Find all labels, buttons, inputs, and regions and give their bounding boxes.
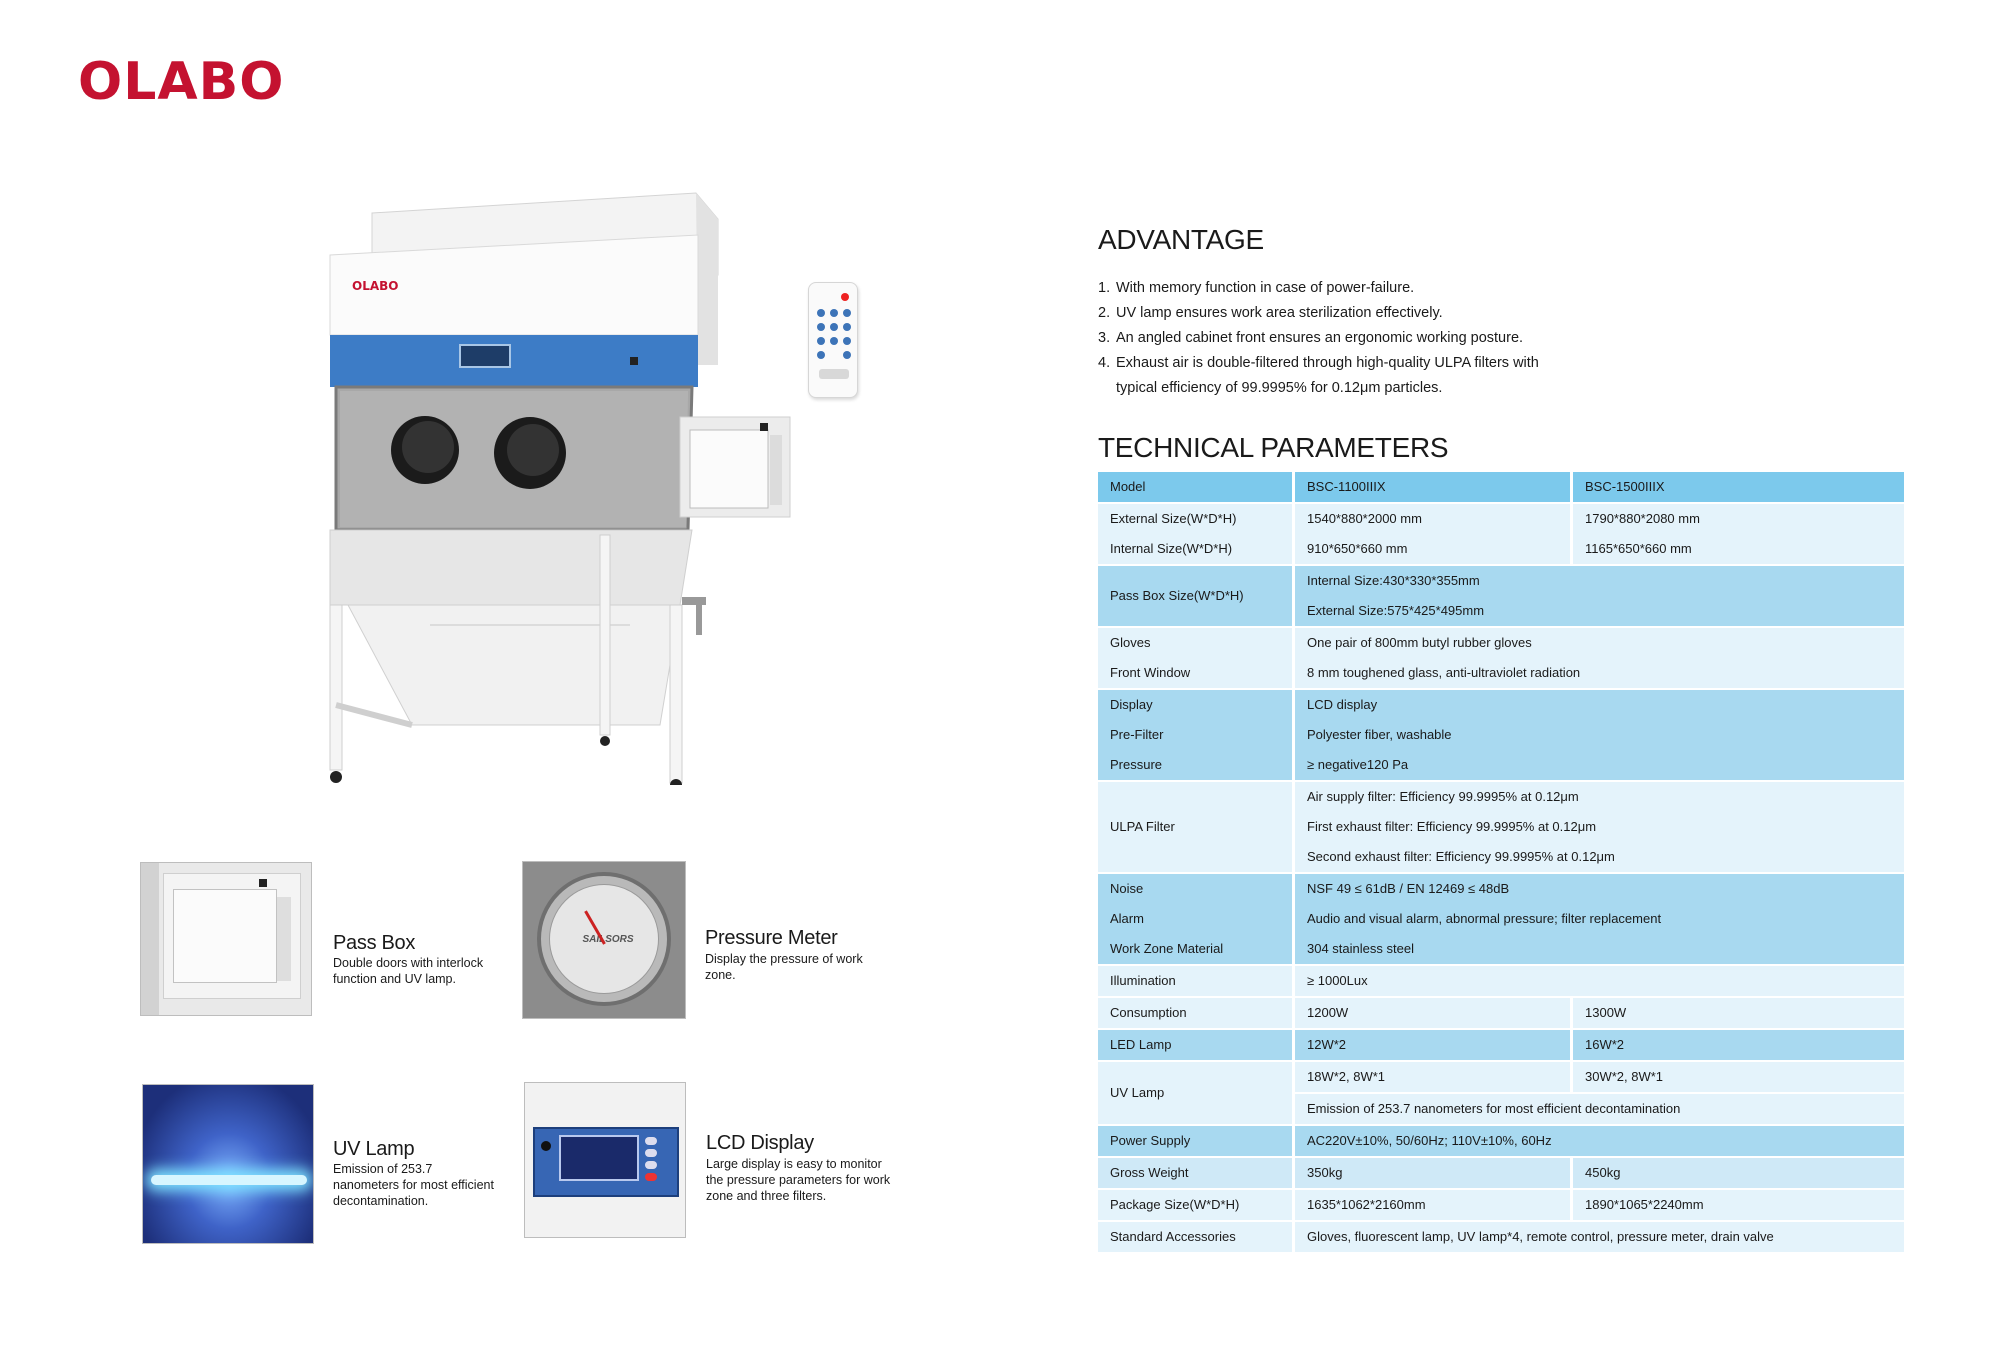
- spec-value: 910*650*660 mm: [1292, 534, 1570, 566]
- uv-lamp-desc: Emission of 253.7 nanometers for most efficient decontamination.: [333, 1162, 494, 1208]
- spec-value: 30W*2, 8W*1: [1570, 1062, 1904, 1094]
- spec-label: Display: [1098, 690, 1292, 720]
- spec-label: Gloves: [1098, 628, 1292, 658]
- spec-label: Work Zone Material: [1098, 934, 1292, 966]
- spec-label: Front Window: [1098, 658, 1292, 690]
- list-item: 4. Exhaust air is double-filtered through high-quality ULPA filters with: [1098, 355, 1539, 371]
- spec-table: [1098, 472, 1904, 1252]
- spec-value: 350kg: [1292, 1158, 1570, 1190]
- pressure-gauge-photo: [522, 861, 686, 1019]
- table-row: [1098, 904, 1904, 934]
- spec-value: Emission of 253.7 nanometers for most efficient decontamination: [1292, 1094, 1904, 1126]
- pressure-meter-desc: Display the pressure of work zone.: [705, 952, 863, 982]
- spec-value: ≥ negative120 Pa: [1292, 750, 1904, 782]
- lcd-display-title: LCD Display: [706, 1132, 814, 1154]
- spec-value: External Size:575*425*495mm: [1292, 596, 1904, 628]
- spec-value: 1890*1065*2240mm: [1570, 1190, 1904, 1222]
- table-row: [1098, 782, 1904, 812]
- table-row: [1098, 658, 1904, 690]
- spec-value: Polyester fiber, washable: [1292, 720, 1904, 750]
- list-item: 2. UV lamp ensures work area sterilization effectively.: [1098, 305, 1443, 321]
- spec-label: LED Lamp: [1098, 1030, 1292, 1062]
- spec-value: 8 mm toughened glass, anti-ultraviolet radiation: [1292, 658, 1904, 690]
- spec-label: Alarm: [1098, 904, 1292, 934]
- spec-label: Consumption: [1098, 998, 1292, 1030]
- spec-value: Air supply filter: Efficiency 99.9995% at 0.12μm: [1292, 782, 1904, 812]
- spec-value: AC220V±10%, 50/60Hz; 110V±10%, 60Hz: [1292, 1126, 1904, 1158]
- uv-lamp-photo: [142, 1084, 314, 1244]
- advantage-list: [1098, 276, 1638, 401]
- table-row: [1098, 1030, 1904, 1062]
- spec-value: 1200W: [1292, 998, 1570, 1030]
- table-row: [1098, 504, 1904, 534]
- spec-label: UV Lamp: [1098, 1062, 1292, 1126]
- spec-label: Pass Box Size(W*D*H): [1098, 566, 1292, 628]
- brand-logo: OLABO: [78, 52, 285, 112]
- table-row: [1098, 1158, 1904, 1190]
- list-item: typical efficiency of 99.9995% for 0.12μm particles.: [1116, 380, 1443, 396]
- biosafety-cabinet-illustration: [300, 185, 820, 785]
- spec-value: 1635*1062*2160mm: [1292, 1190, 1570, 1222]
- spec-value: Internal Size:430*330*355mm: [1292, 566, 1904, 596]
- list-item: 3. An angled cabinet front ensures an ergonomic working posture.: [1098, 330, 1524, 346]
- table-row: [1098, 628, 1904, 658]
- spec-label: Internal Size(W*D*H): [1098, 534, 1292, 566]
- spec-value: 1300W: [1570, 998, 1904, 1030]
- table-row: [1098, 750, 1904, 782]
- spec-label: Pressure: [1098, 750, 1292, 782]
- technical-heading: TECHNICAL PARAMETERS: [1098, 432, 1449, 463]
- table-row: [1098, 1190, 1904, 1222]
- spec-value: 1790*880*2080 mm: [1570, 504, 1904, 534]
- spec-label: Package Size(W*D*H): [1098, 1190, 1292, 1222]
- spec-label: Gross Weight: [1098, 1158, 1292, 1190]
- spec-label: Model: [1098, 472, 1292, 504]
- cabinet-brand-label: OLABO: [352, 279, 399, 293]
- spec-label: External Size(W*D*H): [1098, 504, 1292, 534]
- pass-box-title: Pass Box: [333, 932, 416, 954]
- spec-value: 18W*2, 8W*1: [1292, 1062, 1570, 1094]
- pass-box-desc: Double doors with interlock function and UV lamp.: [333, 956, 484, 986]
- uv-lamp-title: UV Lamp: [333, 1138, 415, 1160]
- table-row: [1098, 874, 1904, 904]
- table-row: [1098, 1126, 1904, 1158]
- spec-label: Power Supply: [1098, 1126, 1292, 1158]
- spec-label: Illumination: [1098, 966, 1292, 998]
- table-row: [1098, 998, 1904, 1030]
- table-row: [1098, 534, 1904, 566]
- lcd-display-desc: Large display is easy to monitor the pressure parameters for work zone and three filters.: [706, 1157, 891, 1203]
- model-1500: BSC-1500IIIX: [1570, 472, 1904, 504]
- list-item: 1. With memory function in case of power-failure.: [1098, 280, 1415, 296]
- spec-value: Audio and visual alarm, abnormal pressure; filter replacement: [1292, 904, 1904, 934]
- table-row: [1098, 566, 1904, 596]
- table-row: [1098, 1062, 1904, 1094]
- table-row: [1098, 472, 1904, 504]
- advantage-heading: ADVANTAGE: [1098, 224, 1264, 255]
- spec-value: Second exhaust filter: Efficiency 99.9995% at 0.12μm: [1292, 842, 1904, 874]
- spec-value: 450kg: [1570, 1158, 1904, 1190]
- spec-value: 16W*2: [1570, 1030, 1904, 1062]
- table-row: [1098, 934, 1904, 966]
- spec-value: LCD display: [1292, 690, 1904, 720]
- lcd-display-photo: [524, 1082, 686, 1238]
- table-row: [1098, 720, 1904, 750]
- spec-value: One pair of 800mm butyl rubber gloves: [1292, 628, 1904, 658]
- table-row: [1098, 690, 1904, 720]
- spec-value: 1165*650*660 mm: [1570, 534, 1904, 566]
- spec-label: ULPA Filter: [1098, 782, 1292, 874]
- pressure-meter-title: Pressure Meter: [705, 927, 838, 949]
- spec-label: Standard Accessories: [1098, 1222, 1292, 1252]
- spec-label: Noise: [1098, 874, 1292, 904]
- spec-value: 12W*2: [1292, 1030, 1570, 1062]
- spec-value: ≥ 1000Lux: [1292, 966, 1904, 998]
- model-1100: BSC-1100IIIX: [1292, 472, 1570, 504]
- spec-label: Pre-Filter: [1098, 720, 1292, 750]
- spec-value: Gloves, fluorescent lamp, UV lamp*4, remote control, pressure meter, drain valve: [1292, 1222, 1904, 1252]
- remote-control-icon: [808, 282, 858, 398]
- spec-value: First exhaust filter: Efficiency 99.9995% at 0.12μm: [1292, 812, 1904, 842]
- pass-box-photo: [140, 862, 312, 1016]
- spec-value: 304 stainless steel: [1292, 934, 1904, 966]
- gauge-brand: SAILSORS: [582, 934, 634, 945]
- cabinet-control-panel: [460, 345, 510, 367]
- table-row: [1098, 966, 1904, 998]
- spec-value: 1540*880*2000 mm: [1292, 504, 1570, 534]
- table-row: [1098, 1222, 1904, 1252]
- spec-value: NSF 49 ≤ 61dB / EN 12469 ≤ 48dB: [1292, 874, 1904, 904]
